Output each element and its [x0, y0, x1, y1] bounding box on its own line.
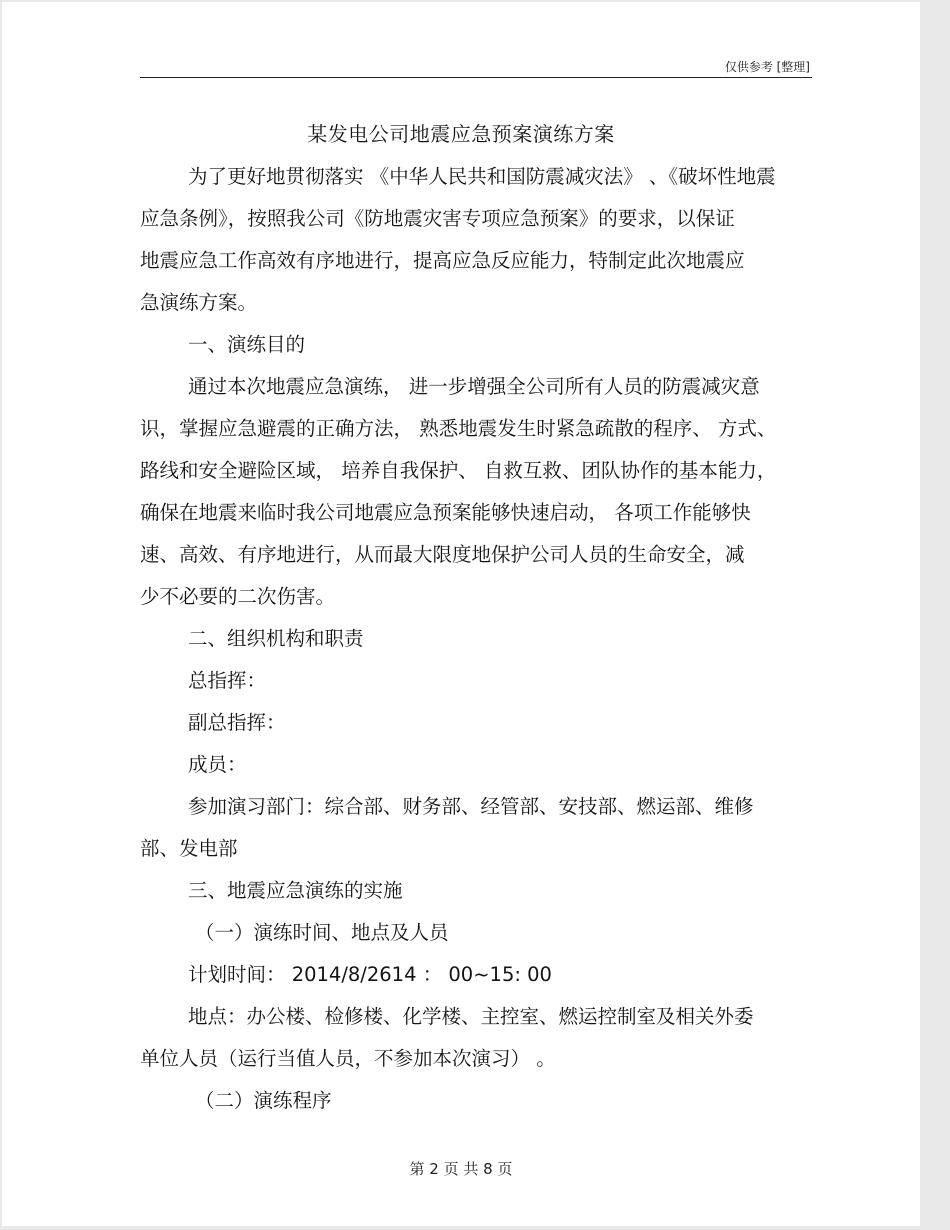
- body-line: 部、发电部: [140, 837, 238, 860]
- body-line: 路线和安全避险区域， 培养自我保护、 自救互救、团队协作的基本能力，: [140, 459, 777, 482]
- subsection-heading: （一）演练时间、地点及人员: [195, 921, 449, 944]
- body-line: 总指挥：: [188, 669, 267, 692]
- header-note: 仅供参考 [整理]: [724, 60, 810, 74]
- body-line: 为了更好地贯彻落实 《中华人民共和国防震减灾法》 、《破坏性地震: [188, 165, 776, 188]
- subsection-heading: （二）演练程序: [195, 1089, 332, 1112]
- body-line: 计划时间： 2014/8/2614 ： 00~15: 00: [188, 963, 552, 986]
- body-line: 识，掌握应急避震的正确方法， 熟悉地震发生时紧急疏散的程序、 方式、: [140, 417, 777, 440]
- body-line: 成员：: [188, 753, 247, 776]
- section-heading: 二、组织机构和职责: [188, 627, 364, 650]
- body-line: 副总指挥：: [188, 711, 286, 734]
- body-line: 急演练方案。: [140, 291, 258, 314]
- header-rule: [140, 77, 812, 78]
- section-heading: 三、地震应急演练的实施: [188, 879, 403, 902]
- body-line: 参加演习部门：综合部、财务部、经管部、安技部、燃运部、维修: [188, 795, 754, 818]
- body-line: 地震应急工作高效有序地进行，提高应急反应能力，特制定此次地震应: [140, 249, 745, 272]
- body-line: 确保在地震来临时我公司地震应急预案能够快速启动， 各项工作能够快: [140, 501, 751, 524]
- page-footer: 第 2 页 共 8 页: [409, 1160, 513, 1178]
- body-line: 单位人员（运行当值人员，不参加本次演习） 。: [140, 1047, 556, 1070]
- document-body: [140, 156, 812, 1122]
- body-line: 通过本次地震应急演练， 进一步增强全公司所有人员的防震减灾意: [188, 375, 760, 398]
- section-heading: 一、演练目的: [188, 333, 306, 356]
- document-title: 某发电公司地震应急预案演练方案: [307, 122, 615, 146]
- body-line: 地点：办公楼、检修楼、化学楼、主控室、燃运控制室及相关外委: [188, 1005, 754, 1028]
- body-line: 应急条例》，按照我公司《防地震灾害专项应急预案》的要求，以保证: [140, 207, 735, 230]
- body-line: 少不必要的二次伤害。: [140, 585, 336, 608]
- document-page: [2, 2, 920, 1226]
- body-line: 速、高效、有序地进行，从而最大限度地保护公司人员的生命安全，减: [140, 543, 745, 566]
